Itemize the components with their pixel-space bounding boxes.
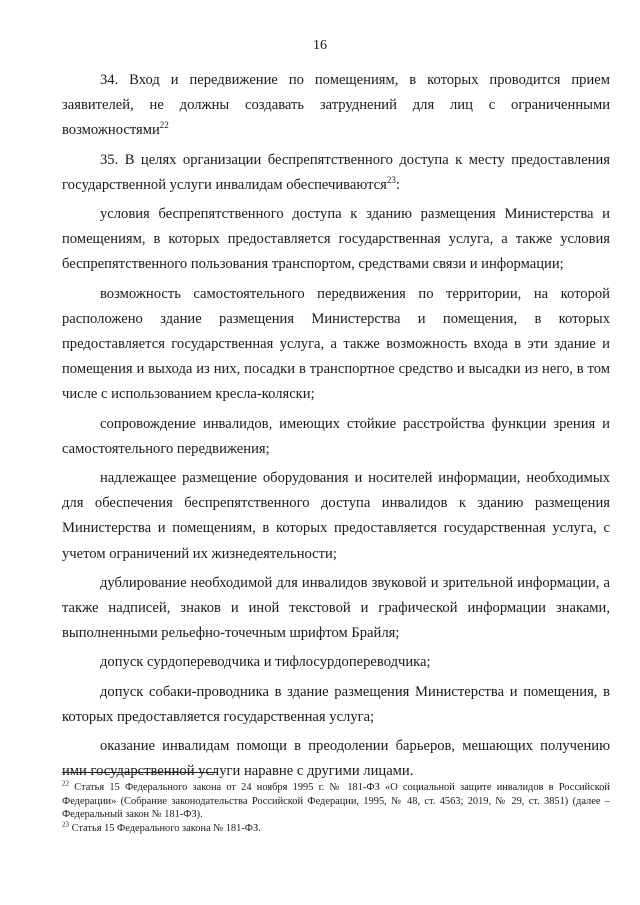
- footnote-number: 22: [62, 779, 69, 788]
- list-item: [62, 680, 610, 730]
- paragraph-text: допуск сурдопереводчика и тифлосурдопереводчика;: [100, 654, 431, 671]
- paragraph-text: возможность самостоятельного передвижения по территории, на которой расположено здание размещения Министерства и помещения, в которых предоставляется государственная услуга, а также возможность входа в эти здание и помещения и выхода из них, посадки в транспортное средство и высадки из него, в том числе с использованием кресла-коляски;: [62, 285, 610, 403]
- list-item: [62, 734, 610, 784]
- footnote-text: Статья 15 Федерального закона № 181-ФЗ.: [71, 822, 261, 834]
- list-item: [62, 202, 610, 278]
- list-item: [62, 466, 610, 567]
- paragraph-text: допуск собаки-проводника в здание размещения Министерства и помещения, в которых предоставляется государственная услуга;: [62, 683, 610, 725]
- paragraph-text: надлежащее размещение оборудования и носителей информации, необходимых для обеспечения беспрепятственного доступа инвалидов к зданию размещения Министерства и помещениям, в которых предоставляется государственная услуга, с учетом ограничений их жизнедеятельности;: [62, 470, 610, 562]
- paragraph-text: 35. В целях организации беспрепятственного доступа к месту предоставления государственной услуги инвалидам обеспечиваются: [62, 151, 610, 193]
- paragraph-text: 34. Вход и передвижение по помещениям, в которых проводится прием заявителей, не должны создавать затруднений для лиц с ограниченными возможностями: [62, 72, 610, 139]
- body-text: [62, 68, 610, 784]
- footnotes: [62, 781, 610, 835]
- footnote-divider: [62, 772, 218, 773]
- footnote-number: 23: [62, 820, 69, 829]
- page-number: 16: [313, 38, 327, 53]
- paragraph-colon: :: [395, 176, 400, 193]
- footnote-ref: 23: [386, 174, 396, 185]
- footnote-text: Статья 15 Федерального закона от 24 ноября 1995 г. № 181-ФЗ «О социальной защите инвалидов в Российской Федерации» (Собрание законодательства Российской Федерации, 1995, № 48, ст. 4563; 2019, № 29, ст. 3851) (далее – Федеральный закон № 181-ФЗ).: [62, 782, 610, 821]
- paragraph-34: [62, 68, 610, 144]
- list-item: [62, 282, 610, 408]
- footnote-ref: 22: [159, 120, 169, 131]
- paragraph-text: сопровождение инвалидов, имеющих стойкие расстройства функции зрения и самостоятельного передвижения;: [62, 415, 610, 457]
- list-item: [62, 650, 610, 675]
- paragraph-35: [62, 148, 610, 198]
- footnote-23: [62, 822, 610, 836]
- paragraph-text: оказание инвалидам помощи в преодолении барьеров, мешающих получению ими государственной услуги наравне с другими лицами.: [62, 738, 610, 780]
- paragraph-text: условия беспрепятственного доступа к зданию размещения Министерства и помещениям, в которых предоставляется государственная услуга, а также условия беспрепятственного пользования транспортом, средствами связи и информации;: [62, 206, 610, 273]
- list-item: [62, 412, 610, 462]
- list-item: [62, 571, 610, 647]
- paragraph-text: дублирование необходимой для инвалидов звуковой и зрительной информации, а также надписей, знаков и иной текстовой и графической информации знаками, выполненными рельефно-точечным шрифтом Брайля;: [62, 574, 610, 642]
- footnote-22: [62, 781, 610, 822]
